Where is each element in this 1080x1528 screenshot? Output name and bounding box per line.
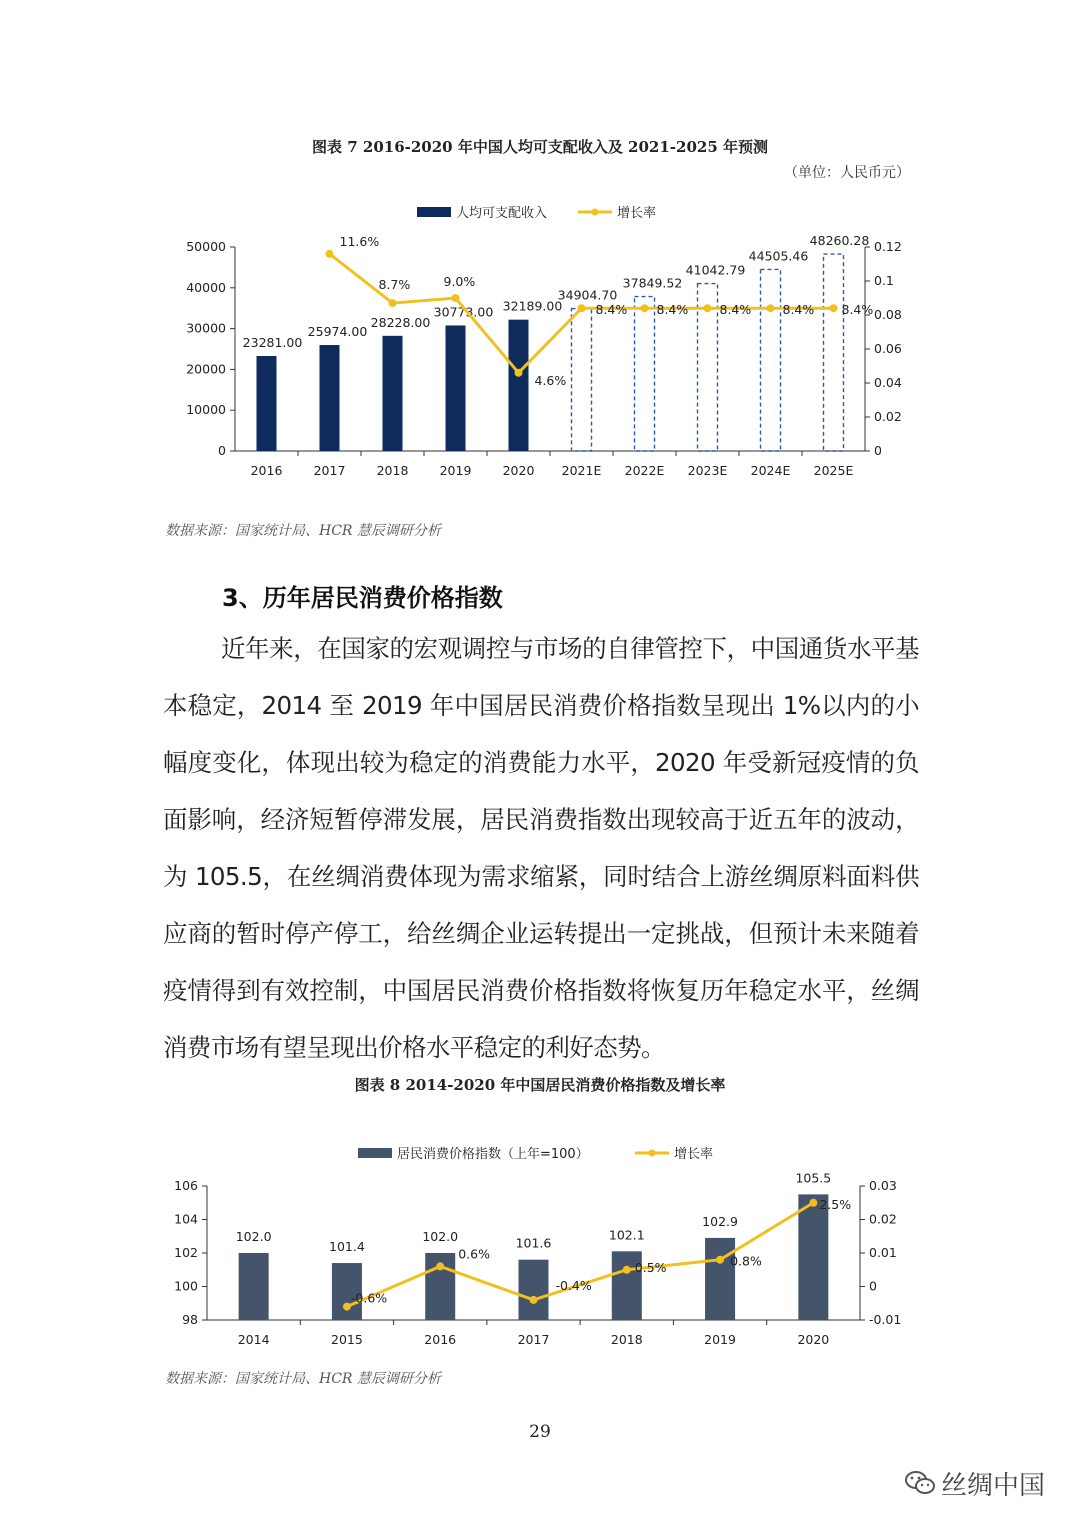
growth-point [641, 304, 649, 312]
legend-line-label: 增长率 [674, 1147, 714, 1162]
chart2-legend [358, 1146, 713, 1162]
bar [572, 309, 592, 451]
legend-bar-label: 居民消费价格指数（上年=100） [397, 1147, 589, 1162]
x-tick-label: 2019 [439, 463, 472, 478]
y-tick-label: 20000 [186, 361, 226, 377]
bar-value-label: 32189.00 [502, 298, 563, 314]
growth-label: 8.4% [841, 302, 874, 318]
growth-label: 4.6% [534, 372, 567, 388]
bar [705, 1238, 735, 1320]
bar [239, 1253, 269, 1320]
y-tick-label: 104 [174, 1211, 198, 1227]
section-heading: 3、历年居民消费价格指数 [222, 584, 503, 612]
figure1-source: 数据来源：国家统计局、HCR 慧辰调研分析 [165, 523, 441, 539]
growth-point [767, 304, 775, 312]
bar [383, 336, 403, 451]
x-tick-label: 2023E [687, 463, 728, 478]
y2-tick-label: 0.02 [874, 409, 902, 424]
bar [257, 356, 277, 451]
bar [635, 297, 655, 451]
y2-tick-label: 0.03 [869, 1178, 897, 1193]
y2-tick-label: 0.02 [869, 1211, 897, 1227]
y2-tick-label: 0.12 [874, 239, 902, 254]
growth-point [343, 1303, 351, 1311]
y-tick-label: 50000 [186, 239, 226, 254]
legend-bar-label: 人均可支配收入 [456, 206, 548, 221]
y2-tick-label: 0 [874, 443, 882, 458]
growth-label: 0.5% [634, 1259, 667, 1275]
growth-label: 8.4% [595, 302, 628, 318]
growth-label: 0.8% [730, 1253, 762, 1269]
growth-label: 8.4% [782, 302, 815, 318]
page-number: 29 [529, 1422, 551, 1442]
x-tick-label: 2016 [424, 1332, 457, 1347]
growth-label: 11.6% [339, 233, 380, 249]
growth-label: 8.7% [378, 277, 411, 293]
y-tick-label: 102 [174, 1245, 198, 1260]
y-tick-label: 100 [174, 1278, 198, 1294]
bar-value-label: 101.4 [329, 1239, 365, 1255]
x-tick-label: 2020 [797, 1332, 830, 1347]
y-tick-label: 30000 [186, 320, 226, 336]
growth-point [704, 304, 712, 312]
growth-point [809, 1199, 817, 1207]
x-tick-label: 2019 [704, 1332, 736, 1347]
x-tick-label: 2014 [237, 1332, 270, 1347]
figure1-title: 图表 7 2016-2020 年中国人均可支配收入及 2021-2025 年预测 [312, 138, 768, 156]
bar [798, 1194, 828, 1320]
legend-bar-swatch [417, 207, 451, 217]
bar-value-label: 28228.00 [370, 314, 431, 330]
bar [519, 1260, 549, 1320]
growth-label: -0.6% [350, 1290, 388, 1306]
section-body [163, 620, 919, 1076]
growth-label: 8.4% [656, 302, 689, 318]
legend-line-marker [649, 1150, 656, 1157]
growth-label: 9.0% [443, 274, 476, 289]
bar [761, 269, 781, 451]
growth-point [515, 369, 523, 377]
growth-point [436, 1262, 444, 1270]
growth-label: 0.6% [458, 1246, 490, 1262]
y2-tick-label: 0 [869, 1278, 877, 1294]
x-tick-label: 2022E [624, 463, 665, 478]
y-tick-label: 10000 [186, 402, 226, 418]
growth-point [623, 1266, 631, 1274]
bar-value-label: 34904.70 [557, 287, 618, 303]
legend-bar-swatch [358, 1148, 392, 1158]
legend-line-label: 增长率 [617, 206, 657, 221]
bar-value-label: 102.0 [422, 1229, 459, 1244]
y2-tick-label: 0.01 [869, 1245, 897, 1260]
y-tick-label: 98 [182, 1312, 198, 1327]
y-tick-label: 40000 [186, 279, 226, 295]
body-paragraph: 近年来，在国家的宏观调控与市场的自律管控下，中国通货水平基本稳定，2014 至 2019 年中国居民消费价格指数呈现出 1%以内的小幅度变化，体现出较为稳定的消费能力水平，2020 年受新冠疫情的负面影响，经济短暂停滞发展，居民消费指数出现较高于近五年的波动，为 105.5，在丝绸消费体现为需求缩紧，同时结合上游丝绸原料面料供应商的暂时停产停工，给丝绸企业运转提出一定挑战，但预计未来随着疫情得到有效控制，中国居民消费价格指数将恢复历年稳定水平，丝绸消费市场有望呈现出价格水平稳定的利好态势。 [163, 634, 919, 1062]
figure1-unit: （单位：人民币元） [784, 165, 910, 181]
bar-value-label: 102.1 [608, 1227, 645, 1243]
x-tick-label: 2018 [376, 463, 409, 478]
y2-tick-label: 0.1 [874, 273, 894, 288]
growth-point [830, 304, 838, 312]
bar-value-label: 101.6 [515, 1235, 552, 1251]
x-tick-label: 2024E [750, 463, 791, 478]
y-tick-label: 0 [218, 443, 226, 458]
x-tick-label: 2021E [561, 463, 602, 478]
x-tick-label: 2015 [331, 1332, 363, 1347]
bar-value-label: 105.5 [795, 1170, 832, 1186]
x-tick-label: 2025E [813, 463, 854, 478]
legend-line-marker [592, 209, 599, 216]
y2-tick-label: -0.01 [869, 1312, 902, 1327]
bar-value-label: 44505.46 [748, 248, 809, 264]
bar-value-label: 37849.52 [622, 275, 683, 291]
income-chart [160, 195, 920, 495]
growth-label: 8.4% [719, 302, 752, 318]
bar-value-label: 30773.00 [433, 304, 494, 320]
chart1-legend [417, 205, 656, 221]
bar-value-label: 102.9 [702, 1213, 738, 1229]
growth-point [578, 304, 586, 312]
bar [320, 345, 340, 451]
growth-point [530, 1296, 538, 1304]
x-tick-label: 2020 [502, 463, 535, 478]
growth-point [326, 250, 334, 258]
bar-value-label: 25974.00 [307, 324, 368, 340]
growth-label: 2.5% [819, 1196, 852, 1212]
bar-value-label: 23281.00 [242, 335, 303, 351]
figure2-title: 图表 8 2014-2020 年中国居民消费价格指数及增长率 [354, 1076, 726, 1094]
bar-value-label: 102.0 [235, 1229, 272, 1244]
x-tick-label: 2016 [250, 463, 283, 478]
y2-tick-label: 0.08 [874, 307, 902, 322]
x-tick-label: 2017 [313, 463, 346, 478]
bar [509, 320, 529, 451]
bar [446, 325, 466, 451]
y2-tick-label: 0.04 [874, 375, 902, 390]
footer-brand-label: 丝绸中国 [941, 1471, 1046, 1501]
growth-line [330, 254, 834, 373]
bar-value-label: 41042.79 [685, 262, 746, 278]
growth-point [389, 299, 397, 307]
figure2-source: 数据来源：国家统计局、HCR 慧辰调研分析 [165, 1371, 441, 1387]
x-tick-label: 2017 [517, 1332, 550, 1347]
bar [824, 254, 844, 451]
growth-label: -0.4% [555, 1277, 592, 1293]
cpi-chart [160, 1138, 920, 1358]
y2-tick-label: 0.06 [874, 341, 902, 356]
x-tick-label: 2018 [610, 1332, 643, 1347]
wechat-icon [905, 1470, 935, 1503]
y-tick-label: 106 [174, 1178, 198, 1193]
bar-value-label: 48260.28 [809, 233, 870, 249]
growth-point [716, 1256, 724, 1264]
growth-point [452, 294, 460, 302]
footer-brand [905, 1465, 1045, 1503]
